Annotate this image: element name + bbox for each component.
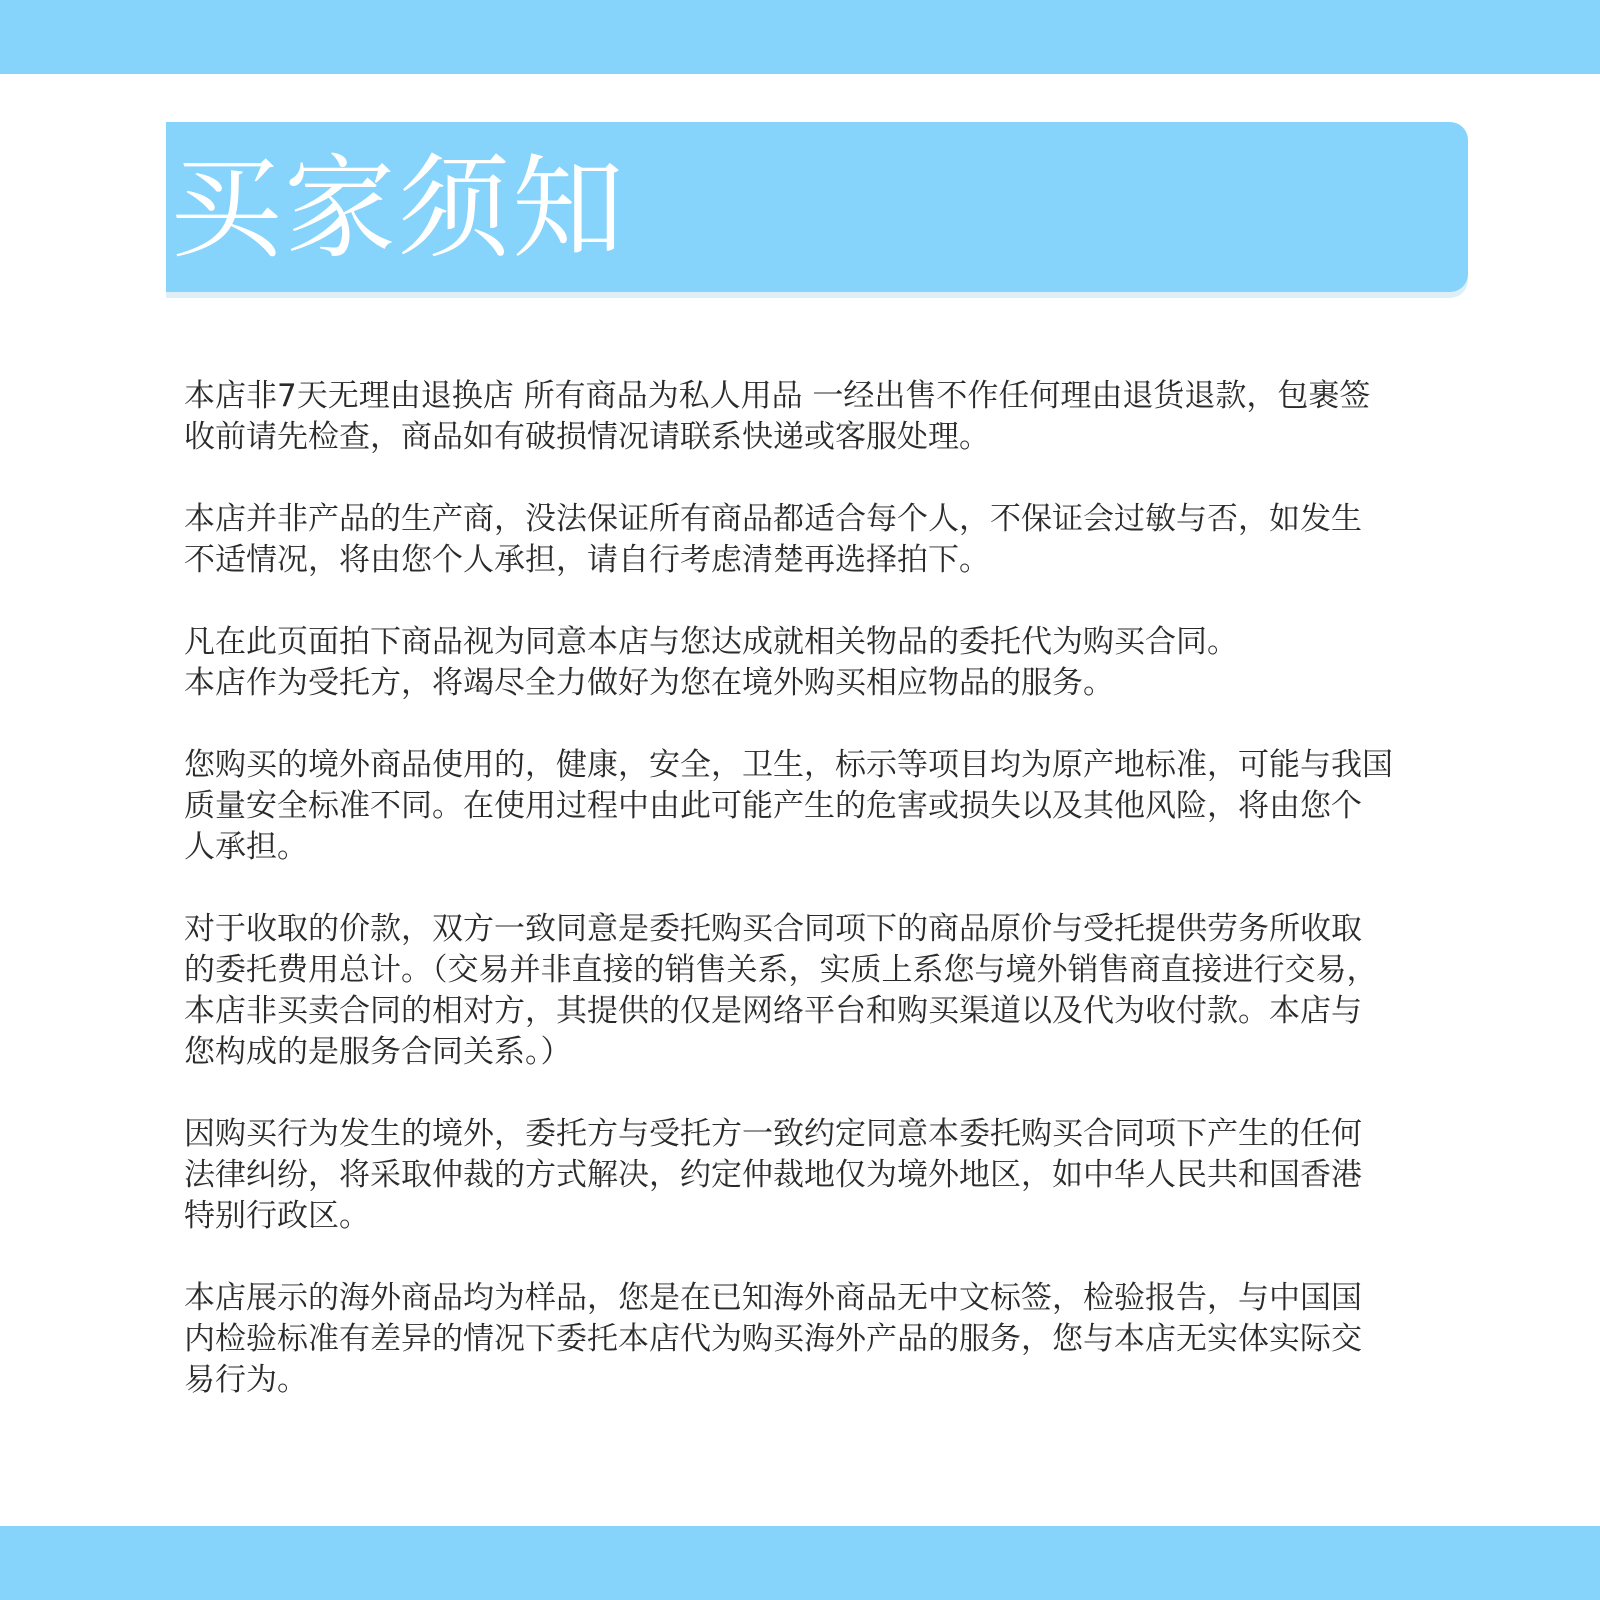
notice-line: 法律纠纷，将采取仲裁的方式解决，约定仲裁地仅为境外地区，如中华人民共和国香港 xyxy=(184,1157,1362,1193)
notice-line: 特别行政区。 xyxy=(184,1198,370,1234)
notice-paragraph-3 xyxy=(184,622,1484,704)
notice-paragraph-1 xyxy=(184,376,1484,458)
notice-paragraph-4 xyxy=(184,745,1484,868)
notice-line: 您构成的是服务合同关系。） xyxy=(184,1034,572,1070)
notice-line: 内检验标准有差异的情况下委托本店代为购买海外产品的服务，您与本店无实体实际交 xyxy=(184,1321,1362,1357)
notice-line: 凡在此页面拍下商品视为同意本店与您达成就相关物品的委托代为购买合同。 xyxy=(184,624,1238,660)
bottom-band xyxy=(0,1526,1600,1600)
notice-line: 因购买行为发生的境外，委托方与受托方一致约定同意本委托购买合同项下产生的任何 xyxy=(184,1116,1362,1152)
notice-paragraph-7 xyxy=(184,1278,1484,1401)
notice-line: 本店展示的海外商品均为样品，您是在已知海外商品无中文标签，检验报告，与中国国 xyxy=(184,1280,1362,1316)
notice-line: 对于收取的价款，双方一致同意是委托购买合同项下的商品原价与受托提供劳务所收取 xyxy=(184,911,1362,947)
notice-body xyxy=(184,376,1484,1401)
notice-line: 质量安全标准不同。在使用过程中由此可能产生的危害或损失以及其他风险，将由您个 xyxy=(184,788,1362,824)
notice-line: 本店非7天无理由退换店 所有商品为私人用品 一经出售不作任何理由退货退款，包裹签 xyxy=(184,378,1371,414)
notice-line: 本店非买卖合同的相对方，其提供的仅是网络平台和购买渠道以及代为收付款。本店与 xyxy=(184,993,1362,1029)
notice-line: 您购买的境外商品使用的，健康，安全，卫生，标示等项目均为原产地标准，可能与我国 xyxy=(184,747,1393,783)
notice-line: 收前请先检查，商品如有破损情况请联系快递或客服处理。 xyxy=(184,419,990,455)
notice-line: 易行为。 xyxy=(184,1362,308,1398)
top-band xyxy=(0,0,1600,74)
notice-line: 本店并非产品的生产商，没法保证所有商品都适合每个人，不保证会过敏与否，如发生 xyxy=(184,501,1362,537)
notice-line: 本店作为受托方，将竭尽全力做好为您在境外购买相应物品的服务。 xyxy=(184,665,1114,701)
page-title: 买家须知 xyxy=(170,144,626,274)
notice-paragraph-6 xyxy=(184,1114,1484,1237)
notice-paragraph-2 xyxy=(184,499,1484,581)
notice-line: 的委托费用总计。（交易并非直接的销售关系，实质上系您与境外销售商直接进行交易， xyxy=(184,952,1378,988)
notice-line: 人承担。 xyxy=(184,829,308,865)
title-banner xyxy=(166,122,1468,292)
notice-line: 不适情况，将由您个人承担，请自行考虑清楚再选择拍下。 xyxy=(184,542,990,578)
notice-paragraph-5 xyxy=(184,909,1484,1073)
